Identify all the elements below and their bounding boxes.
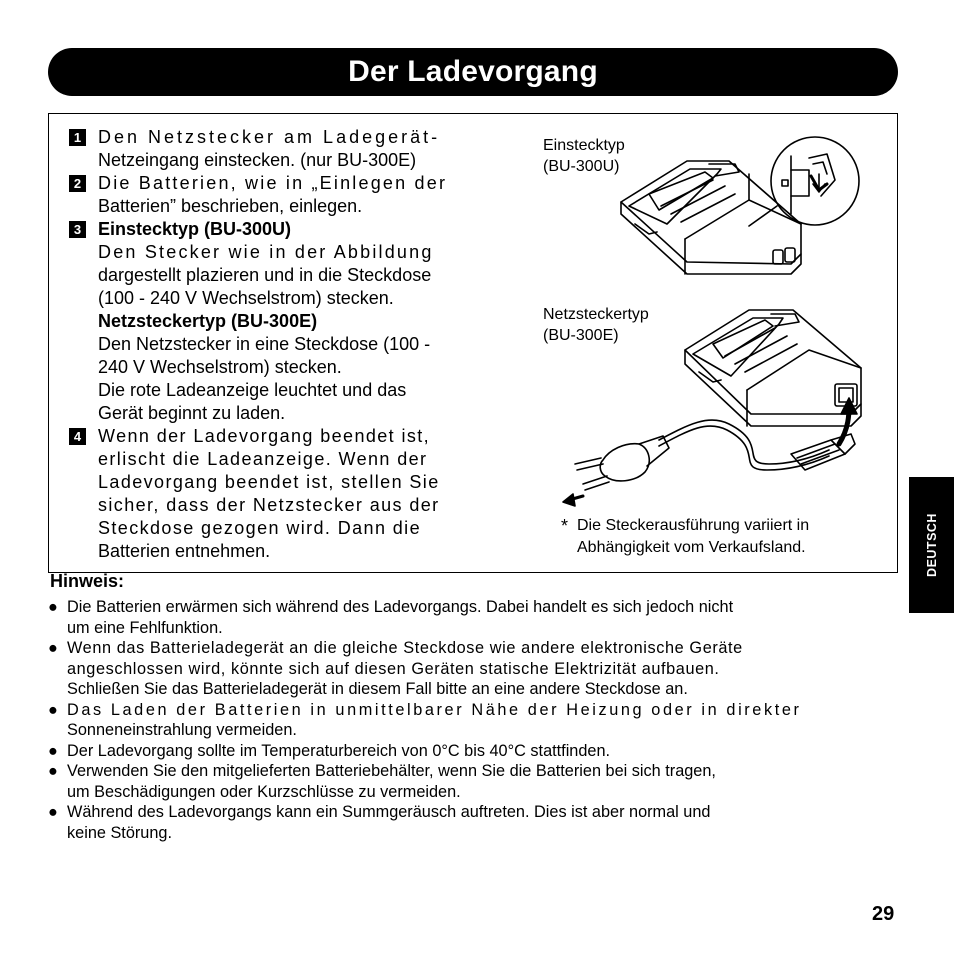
bullet-icon: ● [48, 741, 58, 760]
step-1-line-2: Netzeingang einstecken. (nur BU-300E) [98, 150, 417, 170]
page-title: Der Ladevorgang [348, 55, 598, 88]
label-cord-type [543, 304, 649, 346]
note-heading: Hinweis: [50, 571, 125, 591]
step-4-line-6: Batterien entnehmen. [98, 541, 271, 561]
plug-detail-zoom [749, 137, 859, 226]
note-2-line-2: angeschlossen wird, könnte sich auf diesen Geräten statische Elektrizität aufbauen. [67, 659, 720, 678]
note-3-line-2: Sonneneinstrahlung vermeiden. [67, 721, 297, 739]
footnote-asterisk: * [561, 516, 569, 536]
title-bar [48, 48, 898, 96]
bullet-icon: ● [48, 598, 58, 616]
note-6-line-2: keine Störung. [67, 823, 172, 842]
note-item-3 [48, 700, 900, 741]
note-item-2 [48, 638, 900, 700]
language-tab [909, 477, 954, 613]
note-item-5 [48, 761, 900, 802]
charger-illustration [49, 114, 897, 572]
note-1-line-2: um eine Fehlfunktion. [67, 618, 223, 637]
charger-cord-type-illustration [685, 310, 861, 426]
note-2-line-3: Schließen Sie das Batterieladegerät in diesem Fall bitte an eine andere Steckdose an. [67, 680, 688, 698]
step-3-heading-cord-type: Netzsteckertyp (BU-300E) [98, 311, 318, 331]
note-5-line-1: Verwenden Sie den mitgelieferten Batteriebehälter, wenn Sie die Batterien bei sich tragen, [67, 762, 716, 780]
label-cord-type-line-2: (BU-300E) [543, 327, 619, 344]
step-3-a-line-1: Den Stecker wie in der Abbildung [98, 242, 434, 262]
note-4-line-1: Der Ladevorgang sollte im Temperaturbereich von 0°C bis 40°C stattfinden. [67, 741, 611, 760]
step-4-line-1: Wenn der Ladevorgang beendet ist, [98, 426, 431, 446]
step-number-2: 2 [69, 175, 86, 192]
note-3-line-1: Das Laden der Batterien in unmittelbarer Nähe der Heizung oder in direkter [67, 700, 802, 719]
note-6-line-1: Während des Ladevorgangs kann ein Summgeräusch auftreten. Dies ist aber normal und [67, 803, 711, 821]
label-plug-type-line-1: Einstecktyp [543, 137, 625, 154]
step-number-3: 3 [69, 221, 86, 238]
note-1-line-1: Die Batterien erwärmen sich während des Ladevorgangs. Dabei handelt es sich jedoch nicht [67, 598, 734, 616]
note-item-6 [48, 802, 900, 843]
note-2-line-1: Wenn das Batterieladegerät an die gleiche Steckdose wie andere elektronische Geräte [67, 639, 743, 657]
page-number: 29 [872, 903, 895, 925]
step-3-b-line-1: Den Netzstecker in eine Steckdose (100 - [98, 334, 431, 354]
note-item-1 [48, 597, 900, 638]
bullet-icon: ● [48, 700, 58, 719]
step-3-b-line-2: 240 V Wechselstrom) stecken. [98, 357, 342, 377]
bullet-icon: ● [48, 639, 58, 657]
bullet-icon: ● [48, 803, 58, 821]
footnote-line-2: Abhängigkeit vom Verkaufsland. [577, 539, 806, 556]
note-list [48, 597, 900, 843]
power-cord-illustration [659, 420, 855, 470]
step-4-line-3: Ladevorgang beendet ist, stellen Sie [98, 472, 440, 492]
step-1-line-1: Den Netzstecker am Ladegerät- [98, 127, 441, 147]
footnote [561, 515, 891, 559]
language-tab-label: DEUTSCH [924, 513, 939, 577]
label-plug-type-line-2: (BU-300U) [543, 158, 620, 175]
step-3-b-line-3: Die rote Ladeanzeige leuchtet und das [98, 380, 407, 400]
step-4-line-4: sicher, dass der Netzstecker aus der [98, 495, 440, 515]
step-3-heading-plug-type: Einstecktyp (BU-300U) [98, 219, 292, 239]
bullet-icon: ● [48, 762, 58, 780]
instruction-box [48, 113, 898, 573]
step-2-line-2: Batterien” beschrieben, einlegen. [98, 196, 363, 216]
label-plug-type [543, 135, 625, 177]
step-4-line-2: erlischt die Ladeanzeige. Wenn der [98, 449, 428, 469]
charger-plug-type-illustration [621, 161, 801, 274]
footnote-line-1: Die Steckerausführung variiert in [577, 517, 810, 534]
step-number-1: 1 [69, 129, 86, 146]
step-3-a-line-3: (100 - 240 V Wechselstrom) stecken. [98, 288, 394, 308]
wall-plug-illustration [575, 436, 669, 490]
label-cord-type-line-1: Netzsteckertyp [543, 306, 649, 323]
step-4-line-5: Steckdose gezogen wird. Dann die [98, 518, 421, 538]
step-2-line-1: Die Batterien, wie in „Einlegen der [98, 173, 448, 193]
note-item-4 [48, 741, 900, 762]
step-3-a-line-2: dargestellt plazieren und in die Steckdose [98, 265, 432, 285]
note-5-line-2: um Beschädigungen oder Kurzschlüsse zu vermeiden. [67, 782, 461, 801]
step-3-b-line-4: Gerät beginnt zu laden. [98, 403, 286, 423]
step-number-4: 4 [69, 428, 86, 445]
